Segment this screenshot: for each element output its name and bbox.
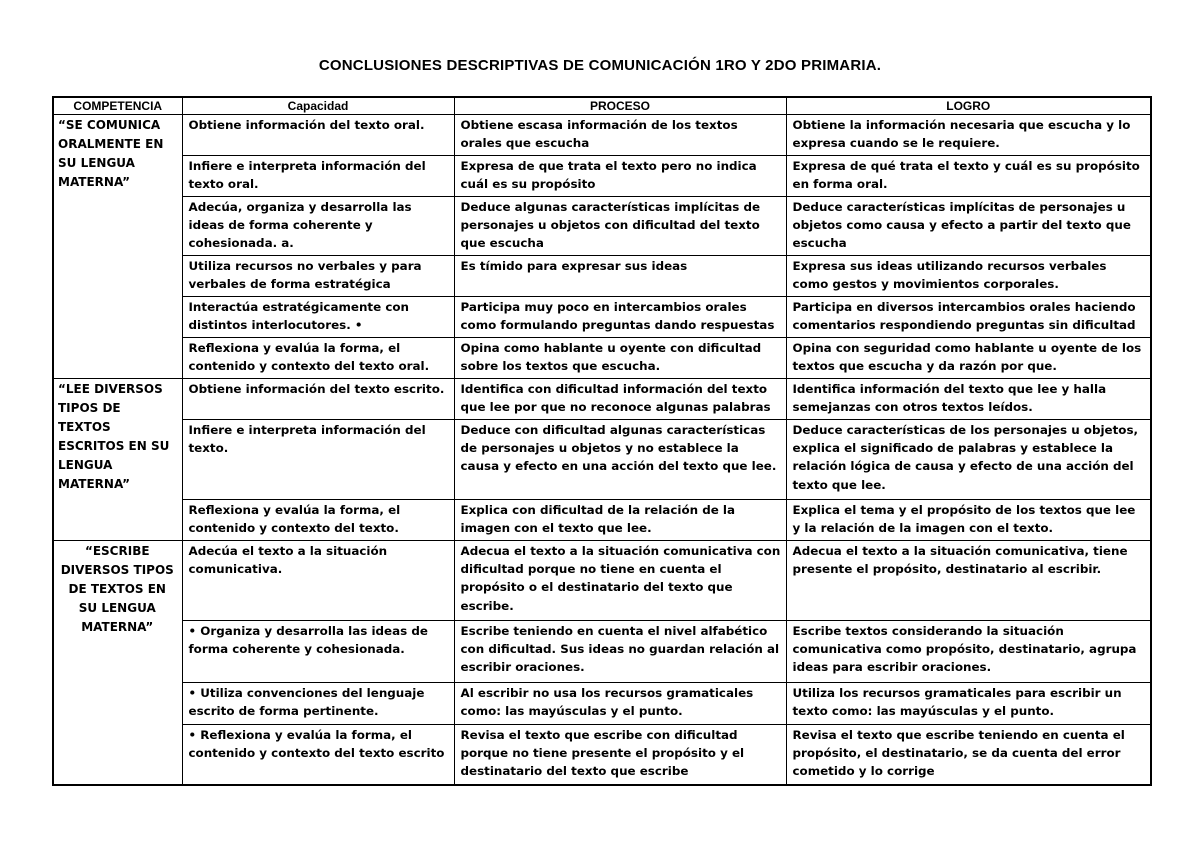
capacidad-cell: Obtiene información del texto oral. (182, 115, 454, 156)
logro-cell: Expresa sus ideas utilizando recursos verbales como gestos y movimientos corporales. (786, 256, 1151, 297)
table-row (53, 420, 1151, 500)
capacidad-cell: Adecúa el texto a la situación comunicativa. (182, 541, 454, 621)
competencia-escribe: “ESCRIBE DIVERSOS TIPOS DE TEXTOS EN SU LENGUA MATERNA” (53, 541, 182, 785)
logro-cell: Participa en diversos intercambios orales haciendo comentarios respondiendo preguntas sin dificultad (786, 297, 1151, 338)
proceso-cell: Revisa el texto que escribe con dificultad porque no tiene presente el propósito y el destinatario del texto que escribe (454, 725, 786, 785)
logro-cell: Deduce características de los personajes u objetos, explica el significado de palabras y establece la relación lógica de causa y efecto de una acción del texto que lee. (786, 420, 1151, 500)
table-row (53, 379, 1151, 420)
proceso-cell: Al escribir no usa los recursos gramaticales como: las mayúsculas y el punto. (454, 683, 786, 725)
capacidad-cell: • Utiliza convenciones del lenguaje escrito de forma pertinente. (182, 683, 454, 725)
proceso-cell: Adecua el texto a la situación comunicativa con dificultad porque no tiene en cuenta el propósito o el destinatario del texto que escribe. (454, 541, 786, 621)
table-row (53, 683, 1151, 725)
document-title: CONCLUSIONES DESCRIPTIVAS DE COMUNICACIÓN 1RO Y 2DO PRIMARIA. (318, 57, 882, 74)
proceso-cell: Deduce algunas características implícitas de personajes u objetos con dificultad del texto que escucha (454, 197, 786, 256)
proceso-cell: Escribe teniendo en cuenta el nivel alfabético con dificultad. Sus ideas no guardan relación al escribir oraciones. (454, 621, 786, 683)
table-header-row (53, 97, 1151, 115)
table-row (53, 256, 1151, 297)
logro-cell: Obtiene la información necesaria que escucha y lo expresa cuando se le requiere. (786, 115, 1151, 156)
capacidad-cell: Interactúa estratégicamente con distintos interlocutores. • (182, 297, 454, 338)
header-competencia: COMPETENCIA (53, 97, 182, 115)
header-logro: LOGRO (786, 97, 1151, 115)
capacidad-cell: Obtiene información del texto escrito. (182, 379, 454, 420)
logro-cell: Opina con seguridad como hablante u oyente de los textos que escucha y da razón por que. (786, 338, 1151, 379)
conclusions-table (52, 96, 1152, 786)
proceso-cell: Deduce con dificultad algunas características de personajes u objetos y no establece la causa y efecto en una acción del texto que lee. (454, 420, 786, 500)
proceso-cell: Obtiene escasa información de los textos orales que escucha (454, 115, 786, 156)
proceso-cell: Opina como hablante u oyente con dificultad sobre los textos que escucha. (454, 338, 786, 379)
capacidad-cell: Reflexiona y evalúa la forma, el contenido y contexto del texto. (182, 500, 454, 541)
logro-cell: Utiliza los recursos gramaticales para escribir un texto como: las mayúsculas y el punto. (786, 683, 1151, 725)
capacidad-cell: • Organiza y desarrolla las ideas de forma coherente y cohesionada. (182, 621, 454, 683)
capacidad-cell: Reflexiona y evalúa la forma, el contenido y contexto del texto oral. (182, 338, 454, 379)
table-row (53, 621, 1151, 683)
capacidad-cell: Infiere e interpreta información del texto oral. (182, 156, 454, 197)
capacidad-cell: Infiere e interpreta información del texto. (182, 420, 454, 500)
table-row (53, 500, 1151, 541)
capacidad-cell: • Reflexiona y evalúa la forma, el contenido y contexto del texto escrito (182, 725, 454, 785)
logro-cell: Adecua el texto a la situación comunicativa, tiene presente el propósito, destinatario al escribir. (786, 541, 1151, 621)
proceso-cell: Explica con dificultad de la relación de la imagen con el texto que lee. (454, 500, 786, 541)
table-row (53, 156, 1151, 197)
proceso-cell: Expresa de que trata el texto pero no indica cuál es su propósito (454, 156, 786, 197)
proceso-cell: Identifica con dificultad información del texto que lee por que no reconoce algunas palabras (454, 379, 786, 420)
capacidad-cell: Utiliza recursos no verbales y para verbales de forma estratégica (182, 256, 454, 297)
table-row (53, 197, 1151, 256)
logro-cell: Deduce características implícitas de personajes u objetos como causa y efecto a partir del texto que escucha (786, 197, 1151, 256)
header-capacidad: Capacidad (182, 97, 454, 115)
table-row (53, 725, 1151, 785)
logro-cell: Explica el tema y el propósito de los textos que lee y la relación de la imagen con el texto. (786, 500, 1151, 541)
table-row (53, 297, 1151, 338)
header-proceso: PROCESO (454, 97, 786, 115)
capacidad-cell: Adecúa, organiza y desarrolla las ideas de forma coherente y cohesionada. a. (182, 197, 454, 256)
table-row (53, 338, 1151, 379)
logro-cell: Revisa el texto que escribe teniendo en cuenta el propósito, el destinatario, se da cuenta del error cometido y lo corrige (786, 725, 1151, 785)
logro-cell: Expresa de qué trata el texto y cuál es su propósito en forma oral. (786, 156, 1151, 197)
logro-cell: Identifica información del texto que lee y halla semejanzas con otros textos leídos. (786, 379, 1151, 420)
competencia-lee: “LEE DIVERSOS TIPOS DE TEXTOS ESCRITOS EN SU LENGUA MATERNA” (53, 379, 182, 541)
competencia-oral: “SE COMUNICA ORALMENTE EN SU LENGUA MATERNA” (53, 115, 182, 379)
logro-cell: Escribe textos considerando la situación comunicativa como propósito, destinatario, agrupa ideas para escribir oraciones. (786, 621, 1151, 683)
proceso-cell: Es tímido para expresar sus ideas (454, 256, 786, 297)
proceso-cell: Participa muy poco en intercambios orales como formulando preguntas dando respuestas (454, 297, 786, 338)
table-row (53, 115, 1151, 156)
table-row (53, 541, 1151, 621)
